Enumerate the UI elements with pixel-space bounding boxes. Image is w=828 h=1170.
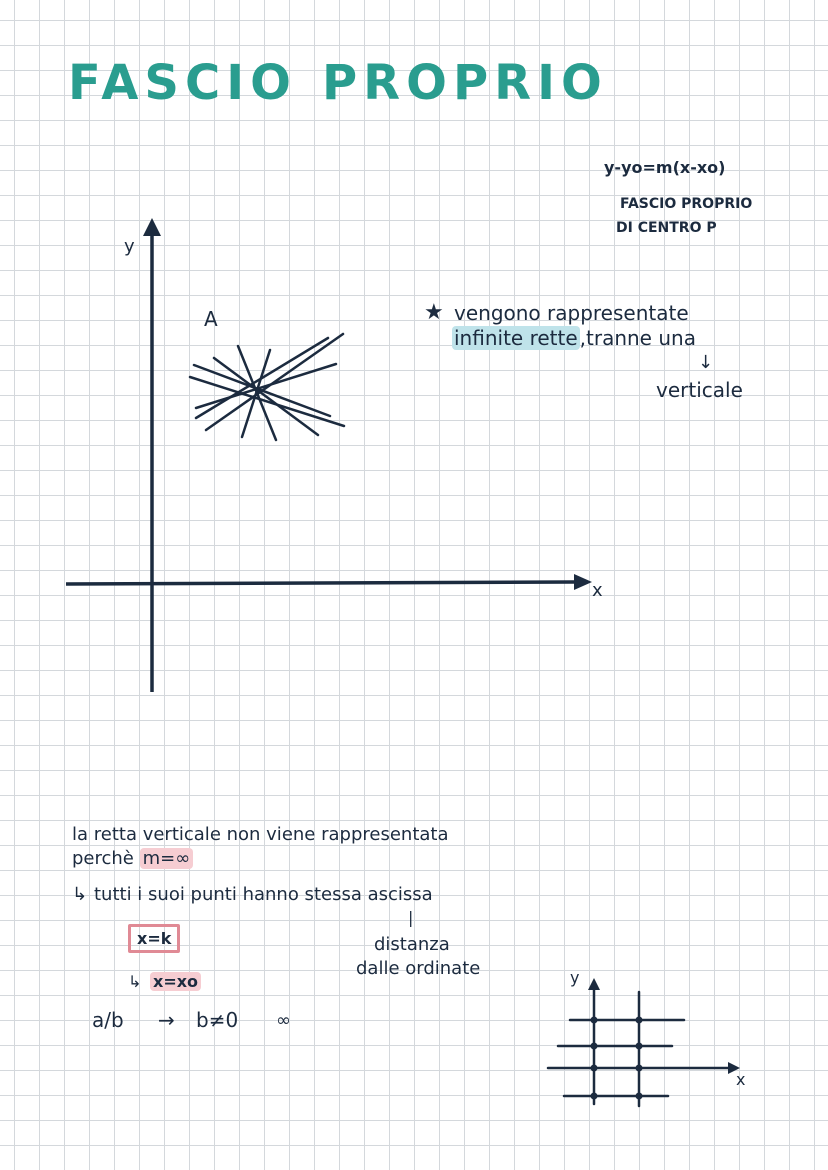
star-icon: ★ — [424, 300, 444, 325]
highlight-m-infinity: m=∞ — [140, 848, 194, 869]
fraction-arrow-icon: → — [158, 1008, 175, 1032]
boxed-equation-x-k: x=k — [128, 924, 180, 953]
x-axis-arrowhead — [574, 574, 592, 590]
small-x-label: x — [736, 1070, 746, 1089]
sub-equation — [150, 972, 201, 991]
line3-arrow-icon: ↳ — [72, 884, 88, 905]
explanation-line3: tutti i suoi punti hanno stessa ascissa — [94, 884, 433, 905]
formula-equation: y-yo=m(x-xo) — [604, 158, 726, 177]
y-axis-arrowhead — [143, 218, 161, 236]
title-word-proprio: PROPRIO — [322, 55, 608, 111]
formula-caption-line2: DI CENTRO P — [616, 220, 717, 236]
main-x-label: x — [592, 580, 603, 601]
main-y-label: y — [124, 236, 135, 257]
fraction-ab: a/b — [92, 1008, 124, 1032]
note-line3: verticale — [656, 378, 743, 402]
down-arrow-icon: ↓ — [698, 352, 714, 373]
title-word-fascio: FASCIO — [68, 55, 297, 111]
small-y-label: y — [570, 968, 580, 987]
small-y-arrowhead — [588, 978, 600, 990]
branch-line2: dalle ordinate — [356, 958, 481, 979]
formula-caption-line1: FASCIO PROPRIO — [620, 196, 753, 212]
note-line2-rest: ,tranne una — [579, 326, 696, 350]
note-highlight-infinite-rette: infinite rette — [454, 326, 578, 350]
branch-tick: | — [408, 908, 414, 927]
note-line2 — [452, 326, 696, 350]
pencil-lines — [190, 334, 344, 440]
highlight-x-xo: x=xo — [150, 972, 201, 991]
point-a-label: A — [204, 307, 218, 331]
x-axis — [66, 582, 574, 584]
small-intersection-dots — [591, 1017, 643, 1100]
explanation-line2 — [72, 848, 193, 869]
infinity-symbol: ∞ — [276, 1010, 291, 1031]
note-line1: vengono rappresentate — [454, 301, 689, 325]
explanation-line1: la retta verticale non viene rappresentata — [72, 824, 449, 845]
explanation-line2-pre: perchè — [72, 848, 134, 869]
branch-line1: distanza — [374, 934, 450, 955]
fraction-result: b≠0 — [196, 1008, 239, 1032]
sub-arrow-icon: ↳ — [128, 972, 142, 991]
